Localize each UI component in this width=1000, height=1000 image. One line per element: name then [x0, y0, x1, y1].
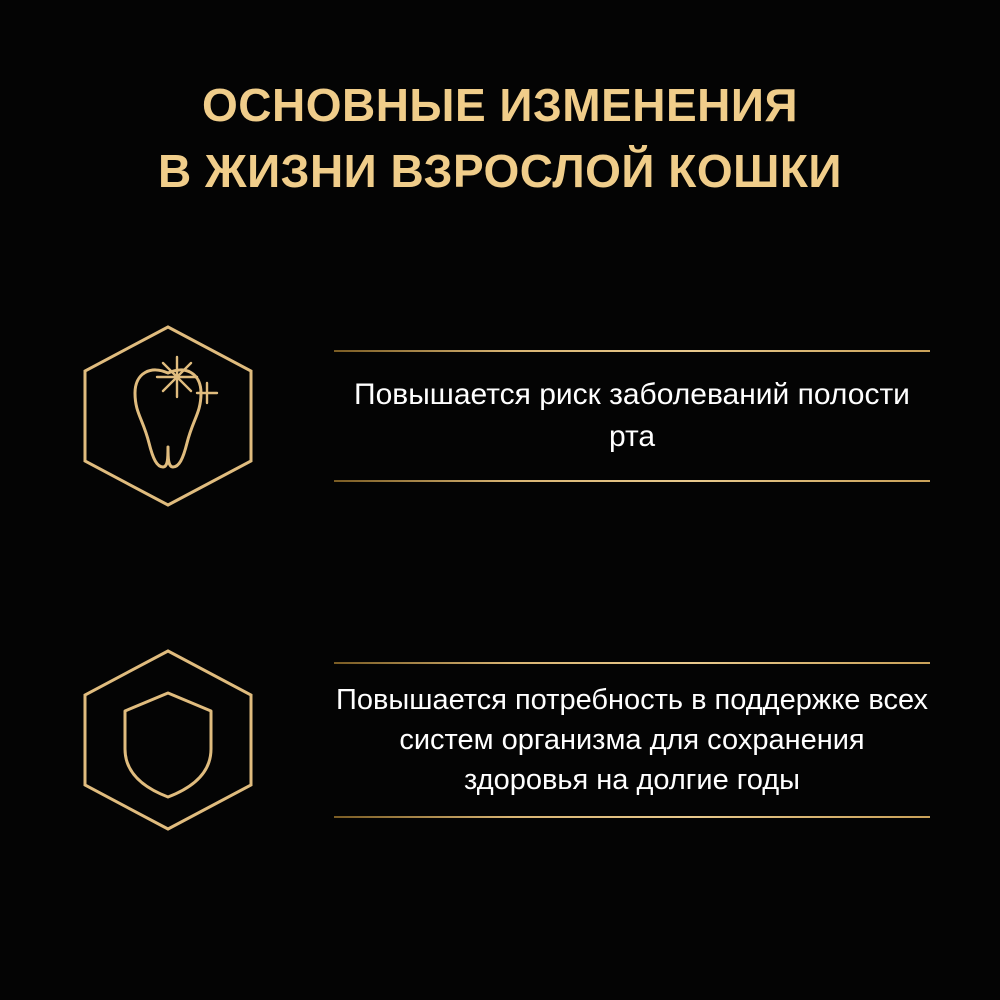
feature-text-block	[334, 618, 930, 862]
page-title-line-1: ОСНОВНЫЕ ИЗМЕНЕНИЯ	[201, 79, 799, 131]
feature-text-block	[334, 318, 930, 514]
divider-bottom	[334, 816, 930, 818]
feature-label: Повышается потребность в поддержке всех систем организма для сохранения здоровья на долгие годы	[335, 684, 929, 796]
page-title-line-2: В ЖИЗНИ ВЗРОСЛОЙ КОШКИ	[158, 145, 842, 197]
tooth-hexagon-icon	[70, 321, 266, 511]
feature-label: Повышается риск заболеваний полости рта	[354, 378, 910, 453]
shield-hexagon-icon	[70, 645, 266, 835]
divider-bottom	[334, 480, 930, 482]
feature-row-immune-support	[70, 618, 930, 862]
page-title	[0, 72, 1000, 204]
feature-row-oral-health	[70, 318, 930, 514]
